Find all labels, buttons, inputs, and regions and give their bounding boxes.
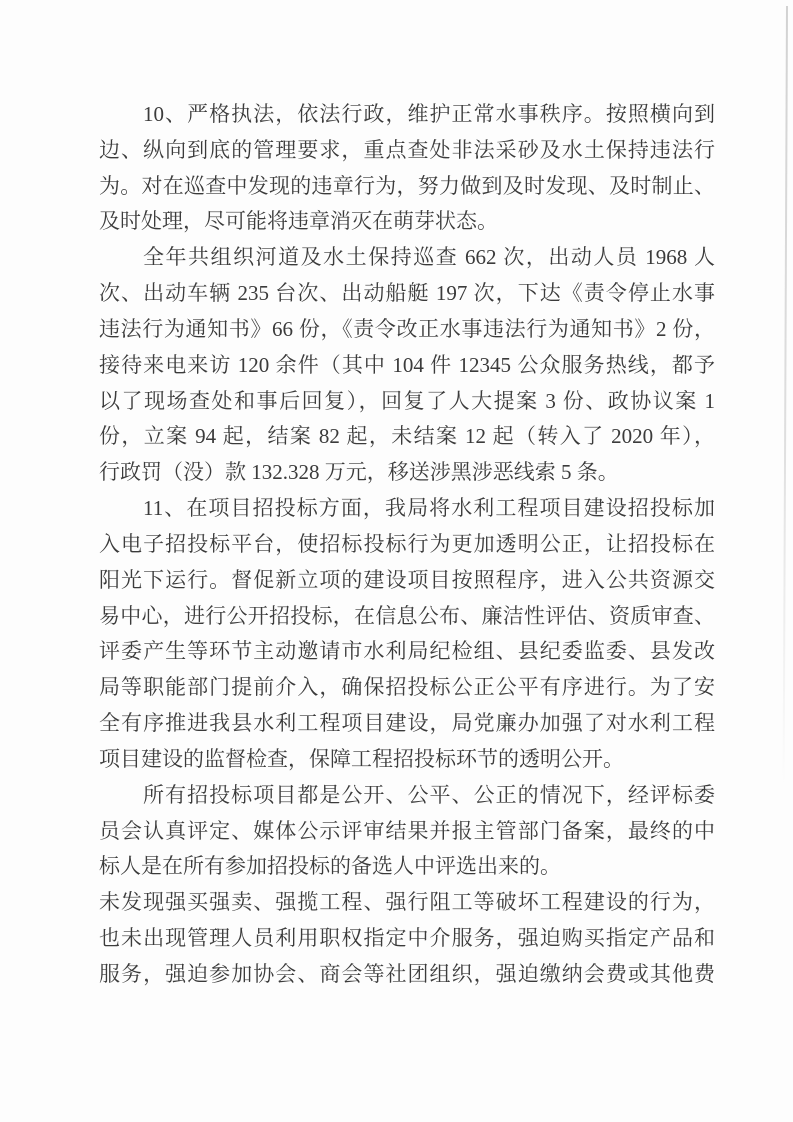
text-line: 员会认真评定、媒体公示评审结果并报主管部门备案，最终的中 [99, 818, 715, 843]
text-line: 接待来电来访 120 余件（其中 104 件 12345 公众服务热线，都予 [99, 352, 715, 377]
text-line: 项目建设的监督检查，保障工程招投标环节的透明公开。 [99, 746, 624, 771]
text-line: 全年共组织河道及水土保持巡查 662 次，出动人员 1968 人 [143, 245, 715, 270]
text-line: 阳光下运行。督促新立项的建设项目按照程序，进入公共资源交 [99, 567, 715, 592]
text-line: 次、出动车辆 235 台次、出动船艇 197 次，下达《责令停止水事 [99, 281, 715, 306]
text-line: 份，立案 94 起，结案 82 起，未结案 12 起（转入了 2020 年）， [99, 424, 715, 449]
text-line: 服务，强迫参加协会、商会等社团组织，强迫缴纳会费或其他费 [99, 961, 715, 986]
text-line: 入电子招投标平台，使招标投标行为更加透明公正，让招投标在 [99, 531, 715, 556]
document-text [99, 97, 715, 993]
text-line: 标人是在所有参加招投标的备选人中评选出来的。 [99, 854, 561, 879]
text-line: 以了现场查处和事后回复），回复了人大提案 3 份、政协议案 1 [99, 388, 715, 413]
text-line: 局等职能部门提前介入，确保招投标公正公平有序进行。为了安 [99, 675, 715, 700]
text-line: 也未出现管理人员利用职权指定中介服务，强迫购买指定产品和 [99, 926, 715, 951]
text-line: 易中心，进行公开招投标，在信息公布、廉洁性评估、资质审查、 [99, 603, 715, 628]
scan-edge-artifact [783, 6, 788, 786]
text-line: 所有招投标项目都是公开、公平、公正的情况下，经评标委 [143, 782, 715, 807]
text-line: 11、在项目招投标方面，我局将水利工程项目建设招投标加 [143, 496, 715, 521]
text-line: 未发现强买强卖、强揽工程、强行阻工等破坏工程建设的行为， [99, 890, 715, 915]
text-line: 10、严格执法，依法行政，维护正常水事秩序。按照横向到 [143, 102, 715, 126]
text-line: 及时处理，尽可能将违章消灭在萌芽状态。 [99, 209, 498, 234]
text-line: 违法行为通知书》66 份，《责令改正水事违法行为通知书》2 份， [99, 316, 715, 341]
text-line: 评委产生等环节主动邀请市水利局纪检组、县纪委监委、县发改 [99, 639, 715, 664]
text-line: 全有序推进我县水利工程项目建设，局党廉办加强了对水利工程 [99, 711, 715, 736]
text-line: 行政罚（没）款 132.328 万元，移送涉黑涉恶线索 5 条。 [99, 460, 619, 485]
text-line: 边、纵向到底的管理要求，重点查处非法采砂及水土保持违法行 [99, 137, 715, 162]
text-line: 为。对在巡查中发现的违章行为，努力做到及时发现、及时制止、 [99, 173, 715, 198]
